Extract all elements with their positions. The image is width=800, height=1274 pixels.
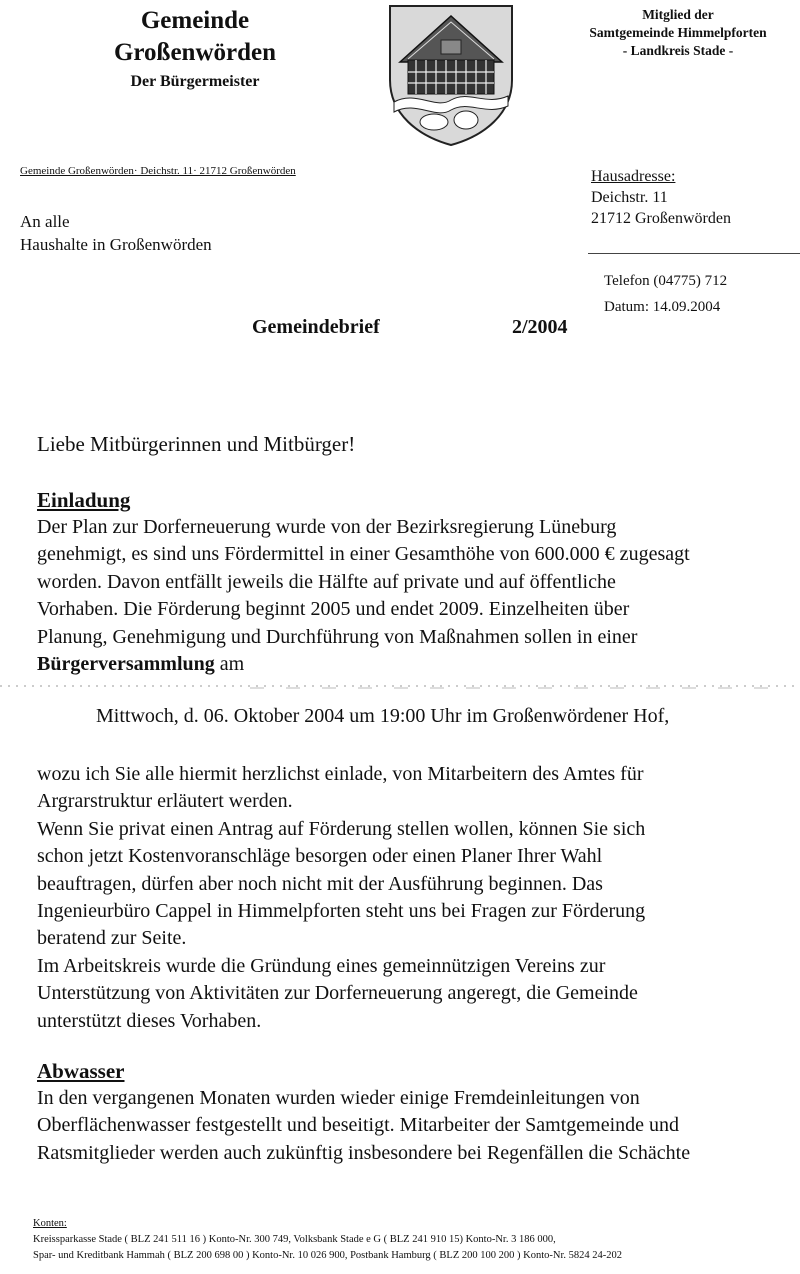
address-label: Hausadresse:: [591, 168, 676, 185]
bold-phrase: Bürgerversammlung: [37, 653, 215, 676]
text-line: Vorhaben. Die Förderung beginnt 2005 und endet 2009. Einzelheiten über: [37, 598, 630, 621]
mayor-title: Der Bürgermeister: [130, 73, 260, 90]
address-street: Deichstr. 11: [591, 189, 668, 206]
phone: Telefon (04775) 712: [604, 273, 728, 289]
text-line: In den vergangenen Monaten wurden wieder einige Fremdeinleitungen von: [37, 1087, 640, 1109]
text-line: Ingenieurbüro Cappel in Himmelpforten steht uns bei Fragen zur Förderung: [37, 900, 646, 923]
divider: [588, 253, 800, 254]
text-line: Oberflächenwasser festgestellt und beseitigt. Mitarbeiter der Samtgemeinde und: [37, 1114, 680, 1137]
text-line: Planung, Genehmigung und Durchführung von Maßnahmen sollen in einer: [37, 625, 638, 648]
einladung-paragraph-continued: [37, 761, 797, 1035]
text-line: worden. Davon entfällt jeweils die Hälfte auf private und auf öffentliche: [37, 570, 616, 593]
membership-line1: Mitglied der: [642, 7, 714, 22]
footer-accounts: [33, 1216, 622, 1264]
section-heading-einladung: Einladung: [37, 488, 131, 512]
footer-line: Kreissparkasse Stade ( BLZ 241 511 16 ) Konto-Nr. 300 749, Volksbank Stade e G ( BLZ 241 910 15) Konto-Nr. 3 186 000,: [33, 1234, 556, 1245]
membership-line2: Samtgemeinde Himmelpforten: [589, 25, 767, 40]
address-city: 21712 Großenwörden: [591, 210, 731, 227]
text-line: Unterstützung von Aktivitäten zur Dorferneuerung angeregt, die Gemeinde: [37, 982, 638, 1005]
footer-line: Spar- und Kreditbank Hammah ( BLZ 200 698 00 ) Konto-Nr. 10 026 900, Postbank Hamburg ( BLZ 200 100 200 ) Konto-Nr. 5824 24-202: [33, 1250, 622, 1261]
text-line: Im Arbeitskreis wurde die Gründung eines gemeinnützigen Vereins zur: [37, 954, 606, 977]
footer-label: Konten:: [33, 1218, 67, 1229]
abwasser-paragraph: [37, 1085, 797, 1167]
recipient-line1: An alle: [20, 212, 70, 231]
text-line: unterstützt dieses Vorhaben.: [37, 1009, 262, 1032]
home-address: [591, 166, 731, 229]
einladung-paragraph: [37, 514, 797, 678]
coat-of-arms-icon: [386, 2, 516, 147]
letter-title: Gemeindebrief: [252, 316, 380, 338]
text-line: beauftragen, dürfen aber noch nicht mit der Ausführung beginnen. Das: [37, 872, 603, 895]
text-fragment: am: [214, 653, 245, 676]
text-line: Ratsmitglieder werden auch zukünftig insbesondere bei Regenfällen die Schächte: [37, 1141, 691, 1164]
letter-issue: 2/2004: [512, 316, 568, 338]
text-line: schon jetzt Kostenvoranschläge besorgen oder einen Planer Ihrer Wahl: [37, 845, 603, 868]
section-heading-abwasser: Abwasser: [37, 1059, 125, 1083]
text-line: genehmigt, es sind uns Fördermittel in einer Gesamthöhe von 600.000 € zugesagt: [37, 543, 690, 566]
text-line: Wenn Sie privat einen Antrag auf Förderung stellen wollen, können Sie sich: [37, 817, 646, 840]
event-line: Mittwoch, d. 06. Oktober 2004 um 19:00 Uhr im Großenwördener Hof,: [96, 705, 670, 727]
recipient-line2: Haushalte in Großenwörden: [20, 235, 212, 254]
municipality-line1: Gemeinde: [140, 7, 250, 34]
text-line: Argrarstruktur erläutert werden.: [37, 790, 293, 813]
contact-block: [604, 268, 727, 320]
membership-block: [556, 6, 800, 60]
letterhead-municipality: [60, 6, 330, 94]
text-line: Der Plan zur Dorferneuerung wurde von der Bezirksregierung Lüneburg: [37, 516, 617, 538]
letter-date: Datum: 14.09.2004: [604, 299, 721, 315]
greeting: Liebe Mitbürgerinnen und Mitbürger!: [37, 432, 356, 456]
membership-line3: - Landkreis Stade -: [622, 43, 734, 58]
text-line: wozu ich Sie alle hiermit herzlichst einlade, von Mitarbeitern des Amtes für: [37, 763, 644, 785]
scan-artifact: [0, 683, 800, 691]
text-line: beratend zur Seite.: [37, 927, 187, 950]
sender-line: Gemeinde Großenwörden· Deichstr. 11· 21712 Großenwörden: [20, 165, 296, 177]
recipient-block: [20, 210, 212, 256]
text-line: [37, 651, 797, 678]
municipality-line2: Großenwörden: [113, 39, 277, 66]
